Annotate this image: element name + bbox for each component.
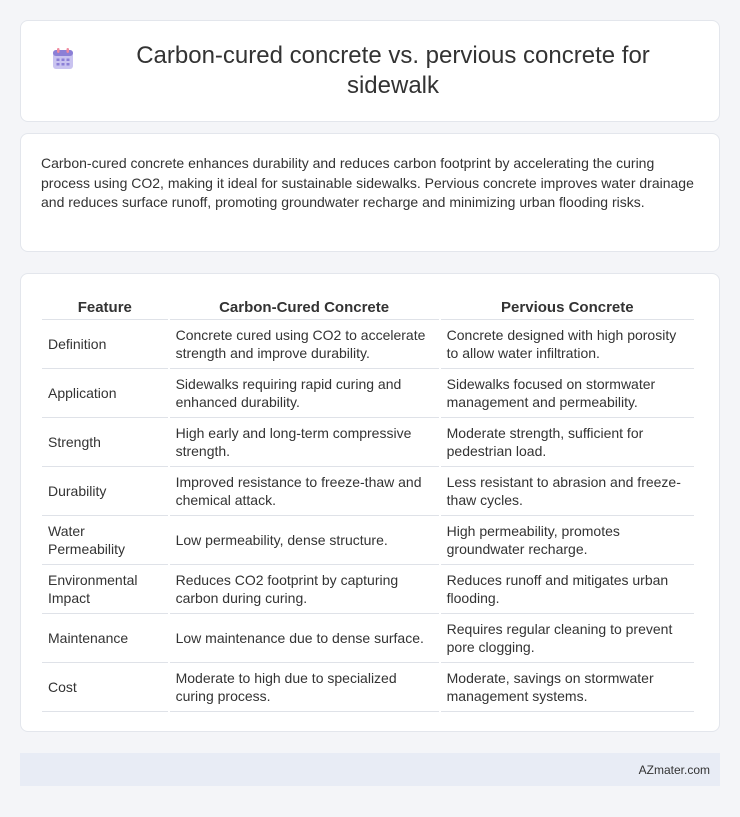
description-card bbox=[20, 133, 720, 252]
carbon-cured-cell: Moderate to high due to specialized curing process. bbox=[170, 663, 439, 712]
carbon-cured-cell: Concrete cured using CO2 to accelerate strength and improve durability. bbox=[170, 320, 439, 369]
title-card bbox=[20, 20, 720, 122]
feature-cell: Durability bbox=[42, 467, 168, 516]
feature-cell: Application bbox=[42, 369, 168, 418]
pervious-cell: Reduces runoff and mitigates urban flooding. bbox=[441, 565, 694, 614]
footer-site-label: AZmater.com bbox=[638, 762, 710, 777]
carbon-cured-cell: Improved resistance to freeze-thaw and chemical attack. bbox=[170, 467, 439, 516]
table-row bbox=[42, 467, 694, 516]
header-pervious: Pervious Concrete bbox=[441, 294, 694, 320]
pervious-cell: High permeability, promotes groundwater recharge. bbox=[441, 516, 694, 565]
carbon-cured-cell: Reduces CO2 footprint by capturing carbon during curing. bbox=[170, 565, 439, 614]
carbon-cured-cell: Low permeability, dense structure. bbox=[170, 516, 439, 565]
pervious-cell: Moderate strength, sufficient for pedestrian load. bbox=[441, 418, 694, 467]
footer bbox=[20, 753, 720, 786]
table-row bbox=[42, 516, 694, 565]
pervious-cell: Concrete designed with high porosity to allow water infiltration. bbox=[441, 320, 694, 369]
table-row bbox=[42, 614, 694, 663]
pervious-cell: Moderate, savings on stormwater management systems. bbox=[441, 663, 694, 712]
feature-cell: Maintenance bbox=[42, 614, 168, 663]
comparison-table bbox=[40, 294, 696, 712]
table-header-row bbox=[42, 294, 694, 320]
pervious-cell: Sidewalks focused on stormwater management and permeability. bbox=[441, 369, 694, 418]
calendar-icon bbox=[50, 46, 76, 72]
feature-cell: Strength bbox=[42, 418, 168, 467]
title-wrap bbox=[50, 41, 690, 101]
feature-cell: Cost bbox=[42, 663, 168, 712]
table-row bbox=[42, 565, 694, 614]
feature-cell: Definition bbox=[42, 320, 168, 369]
pervious-cell: Requires regular cleaning to prevent pore clogging. bbox=[441, 614, 694, 663]
carbon-cured-cell: Sidewalks requiring rapid curing and enhanced durability. bbox=[170, 369, 439, 418]
page-title: Carbon-cured concrete vs. pervious concrete for sidewalk bbox=[136, 42, 650, 99]
header-carbon-cured: Carbon-Cured Concrete bbox=[170, 294, 439, 320]
table-row bbox=[42, 369, 694, 418]
table-row bbox=[42, 418, 694, 467]
comparison-table-card bbox=[20, 273, 720, 732]
carbon-cured-cell: Low maintenance due to dense surface. bbox=[170, 614, 439, 663]
feature-cell: Water Permeability bbox=[42, 516, 168, 565]
feature-cell: Environmental Impact bbox=[42, 565, 168, 614]
pervious-cell: Less resistant to abrasion and freeze-thaw cycles. bbox=[441, 467, 694, 516]
table-row bbox=[42, 320, 694, 369]
description-text: Carbon-cured concrete enhances durability and reduces carbon footprint by accelerating the curing process using CO2, making it ideal for sustainable sidewalks. Pervious concrete improves water drainage and reduces surface runoff, promoting groundwater recharge and minimizing urban flooding risks. bbox=[41, 155, 694, 210]
table-row bbox=[42, 663, 694, 712]
header-feature: Feature bbox=[42, 294, 168, 320]
carbon-cured-cell: High early and long-term compressive strength. bbox=[170, 418, 439, 467]
